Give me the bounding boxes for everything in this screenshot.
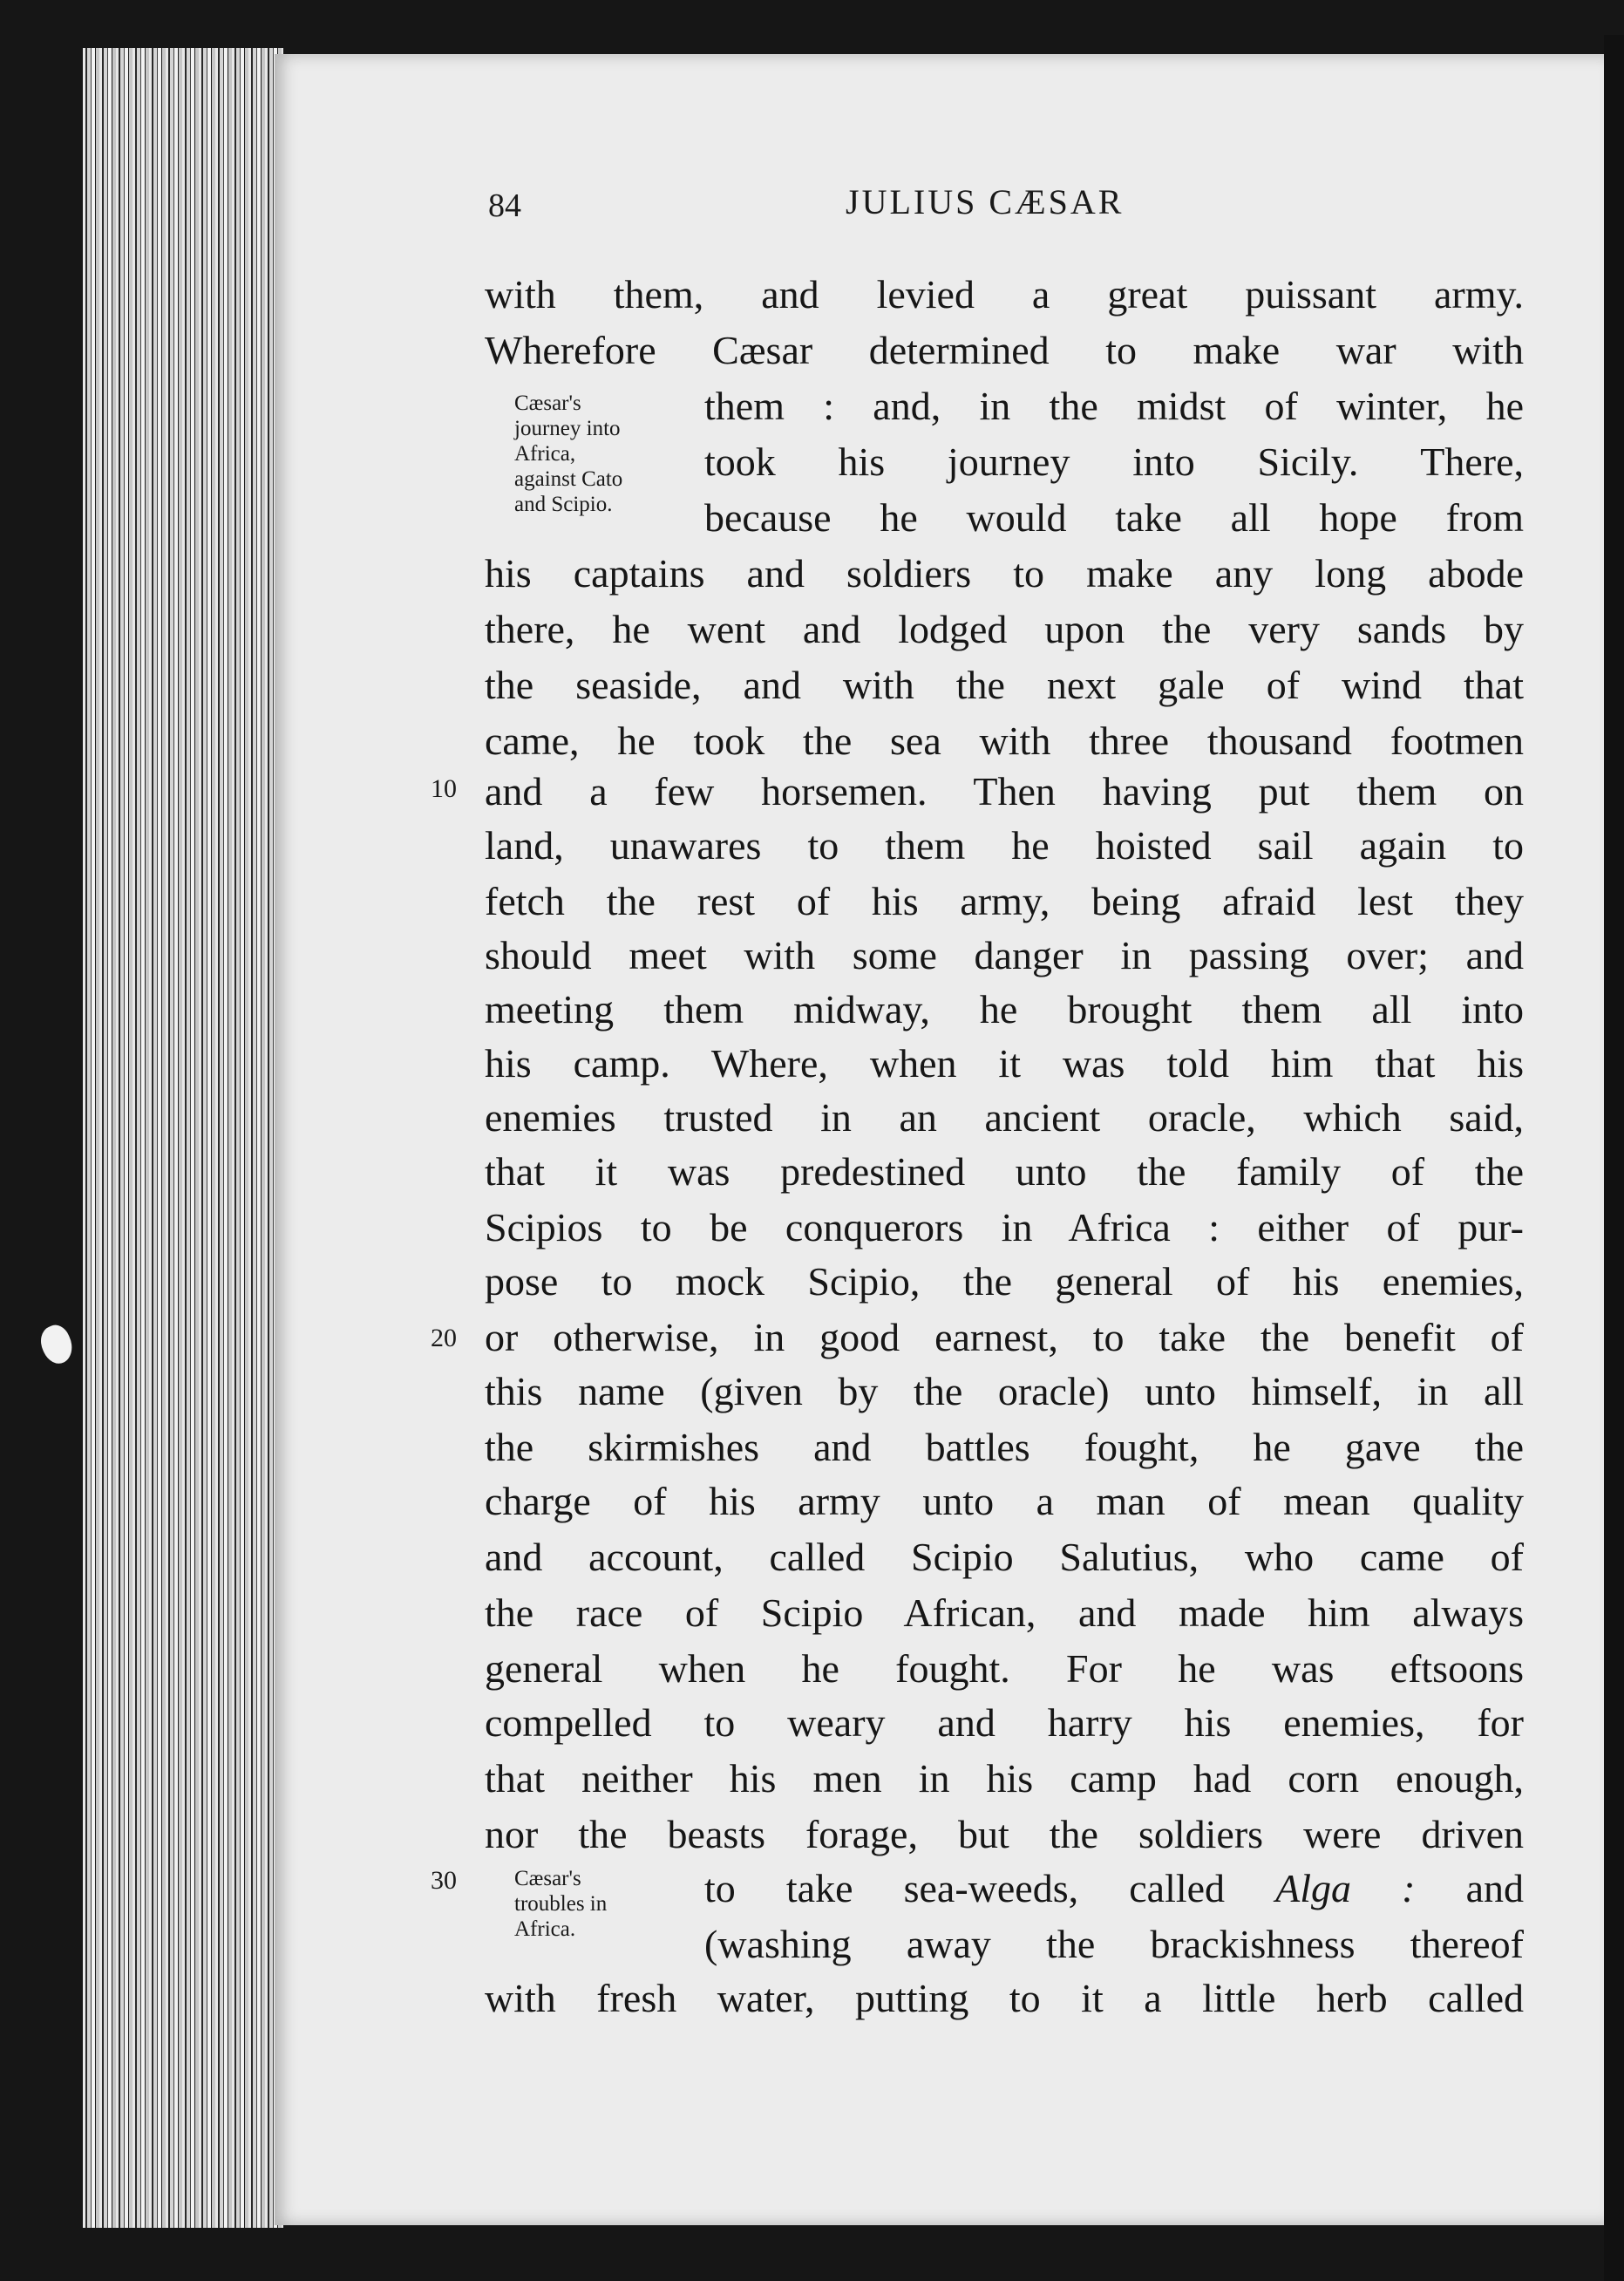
text-line: should meet with some danger in passing over; and — [485, 933, 1524, 977]
text-line: with fresh water, putting to it a little herb called — [485, 1976, 1524, 2020]
text-line: the skirmishes and battles fought, he gave the — [485, 1425, 1524, 1469]
sidenote-line: troubles in — [514, 1892, 608, 1916]
text-line: and account, called Scipio Salutius, who came of — [485, 1535, 1524, 1579]
sidenote-journey-into-africa — [514, 391, 697, 517]
text-line: general when he fought. For he was eftsoons — [485, 1646, 1524, 1691]
margin-blot — [35, 1321, 78, 1368]
text-line: his camp. Where, when it was told him that his — [485, 1041, 1524, 1086]
text-line: land, unawares to them he hoisted sail again to — [485, 823, 1524, 868]
sidenote-line: against Cato — [514, 467, 623, 491]
sidenote-line: Cæsar's — [514, 1867, 581, 1890]
text-line: pose to mock Scipio, the general of his enemies, — [485, 1259, 1524, 1304]
text-line: Scipios to be conquerors in Africa : either of pur- — [485, 1205, 1524, 1249]
text-fragment: to take sea-weeds, called — [704, 1866, 1226, 1910]
running-title: JULIUS CÆSAR — [846, 182, 1125, 221]
page-header — [488, 181, 1525, 234]
page-shadow — [1604, 35, 1624, 2281]
book-page-edges — [83, 48, 283, 2228]
sidenote-line: journey into — [514, 417, 621, 440]
text-line: this name (given by the oracle) unto himself, in all — [485, 1369, 1524, 1413]
text-line: (washing away the brackishness thereof — [704, 1922, 1524, 1966]
text-line: enemies trusted in an ancient oracle, which said, — [485, 1095, 1524, 1140]
sidenote-line: and Scipio. — [514, 493, 613, 516]
line-number: 20 — [431, 1324, 457, 1352]
text-line: the race of Scipio African, and made him always — [485, 1590, 1524, 1635]
sidenote-line: Africa. — [514, 1917, 576, 1941]
text-fragment: and — [1465, 1866, 1524, 1910]
text-line: Wherefore Cæsar determined to make war with — [485, 328, 1524, 372]
text-line: took his journey into Sicily. There, — [704, 439, 1524, 484]
line-number: 30 — [431, 1866, 457, 1895]
sidenote-line: Cæsar's — [514, 392, 581, 415]
text-line: them : and, in the midst of winter, he — [704, 384, 1524, 428]
line-number: 10 — [431, 774, 457, 803]
text-line-with-alga — [704, 1862, 1524, 1915]
text-line: fetch the rest of his army, being afraid lest they — [485, 879, 1524, 923]
text-line: and a few horsemen. Then having put them on — [485, 769, 1524, 814]
text-line: that it was predestined unto the family of the — [485, 1149, 1524, 1194]
text-line: the seaside, and with the next gale of wind that — [485, 663, 1524, 707]
text-line: or otherwise, in good earnest, to take the benefit of — [485, 1315, 1524, 1359]
text-line: nor the beasts forage, but the soldiers were driven — [485, 1812, 1524, 1856]
text-line: with them, and levied a great puissant army. — [485, 272, 1524, 317]
sidenote-troubles-in-africa — [514, 1866, 697, 1942]
text-line: came, he took the sea with three thousand footmen — [485, 718, 1524, 763]
text-line: because he would take all hope from — [704, 495, 1524, 540]
text-line: that neither his men in his camp had corn enough, — [485, 1756, 1524, 1801]
italic-term-alga: Alga : — [1275, 1866, 1416, 1910]
sidenote-line: Africa, — [514, 442, 576, 466]
page-number: 84 — [488, 187, 521, 224]
text-line: meeting them midway, he brought them all into — [485, 987, 1524, 1032]
text-line: his captains and soldiers to make any long abode — [485, 551, 1524, 596]
text-line: there, he went and lodged upon the very sands by — [485, 607, 1524, 651]
text-line: charge of his army unto a man of mean quality — [485, 1479, 1524, 1523]
text-line: compelled to weary and harry his enemies, for — [485, 1700, 1524, 1745]
